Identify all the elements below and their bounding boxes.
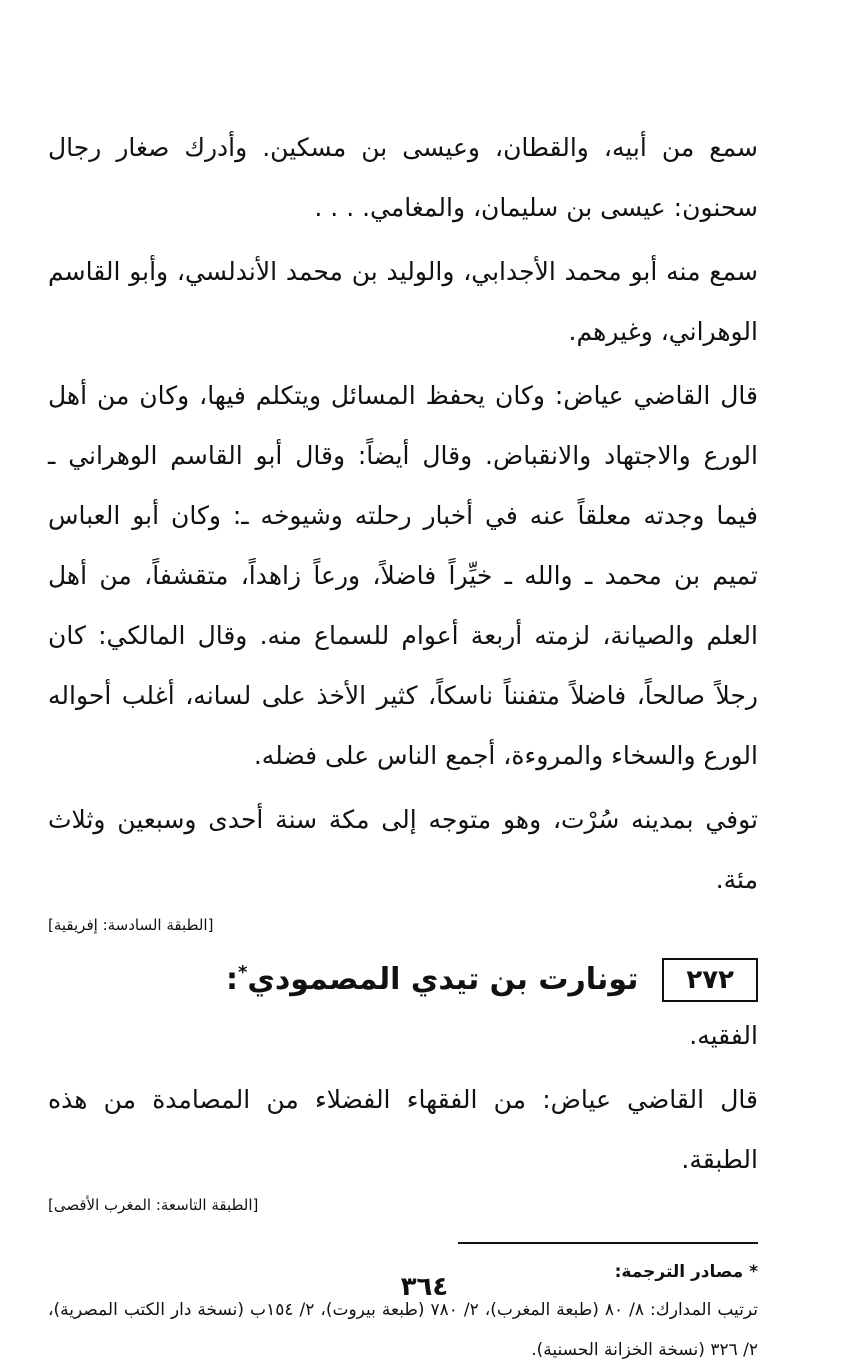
entry-heading bbox=[48, 958, 758, 1002]
entry-title-text: تونارت بن تيدي المصمودي bbox=[247, 962, 639, 997]
paragraph-faqih: الفقيه. bbox=[689, 1021, 758, 1050]
footnote-divider bbox=[458, 1242, 758, 1244]
page-number: ٣٦٤ bbox=[400, 1272, 449, 1302]
footnote-marker: * bbox=[237, 962, 248, 983]
paragraph-death: توفي بمدينه سُرْت، وهو متوجه إلى مكة سنة أحدى وسبعين وثلاث مئة. bbox=[48, 805, 758, 894]
entry-title bbox=[226, 958, 638, 1002]
paragraph-qadi-iyad: قال القاضي عياض: وكان يحفظ المسائل ويتكلم فيها، وكان من أهل الورع والاجتهاد والانقباض. وقال أيضاً: وقال أبو القاسم الوهراني ـ فيما وجدته معلقاً عنه في أخبار رحلته وشيوخه ـ: وكان أبو العباس تميم بن محمد ـ والله ـ خيِّراً فاضلاً، ورعاً زاهداً، متقشفاً، من أهل العلم والصيانة، لزمته أربعة أعوام للسماع منه. وقال المالكي: كان رجلاً صالحاً، فاضلاً متفنناً ناسكاً، كثير الأخذ على لسانه، أغلب أحواله الورع والسخاء والمروءة، أجمع الناس على فضله. bbox=[48, 381, 758, 770]
paragraph-teachers: سمع من أبيه، والقطان، وعيسى بن مسكين. وأدرك صغار رجال سحنون: عيسى بن سليمان، والمغامي. . . . bbox=[48, 133, 758, 222]
paragraph-qadi-iyad-2: قال القاضي عياض: من الفقهاء الفضلاء من المصامدة من هذه الطبقة. bbox=[48, 1085, 758, 1174]
footnote-text: ترتيب المدارك: ٨/ ٨٠ (طبعة المغرب)، ٢/ ٧٨٠ (طبعة بيروت)، ٢/ ١٥٤ب (نسخة دار الكتب المصرية)، ٢/ ٣٢٦ (نسخة الخزانة الحسنية). bbox=[48, 1300, 758, 1360]
paragraph-students: سمع منه أبو محمد الأجدابي، والوليد بن محمد الأندلسي، وأبو القاسم الوهراني، وغيرهم. bbox=[48, 257, 758, 346]
tabaqa-label-1: [الطبقة السادسة: إفريقية] bbox=[48, 916, 214, 934]
page-content bbox=[48, 118, 758, 1370]
footnote-heading: * مصادر الترجمة: bbox=[614, 1262, 758, 1282]
entry-title-colon: : bbox=[225, 962, 238, 997]
tabaqa-label-2: [الطبقة التاسعة: المغرب الأقصى] bbox=[48, 1196, 259, 1214]
entry-number-box: ٢٧٢ bbox=[662, 958, 758, 1002]
